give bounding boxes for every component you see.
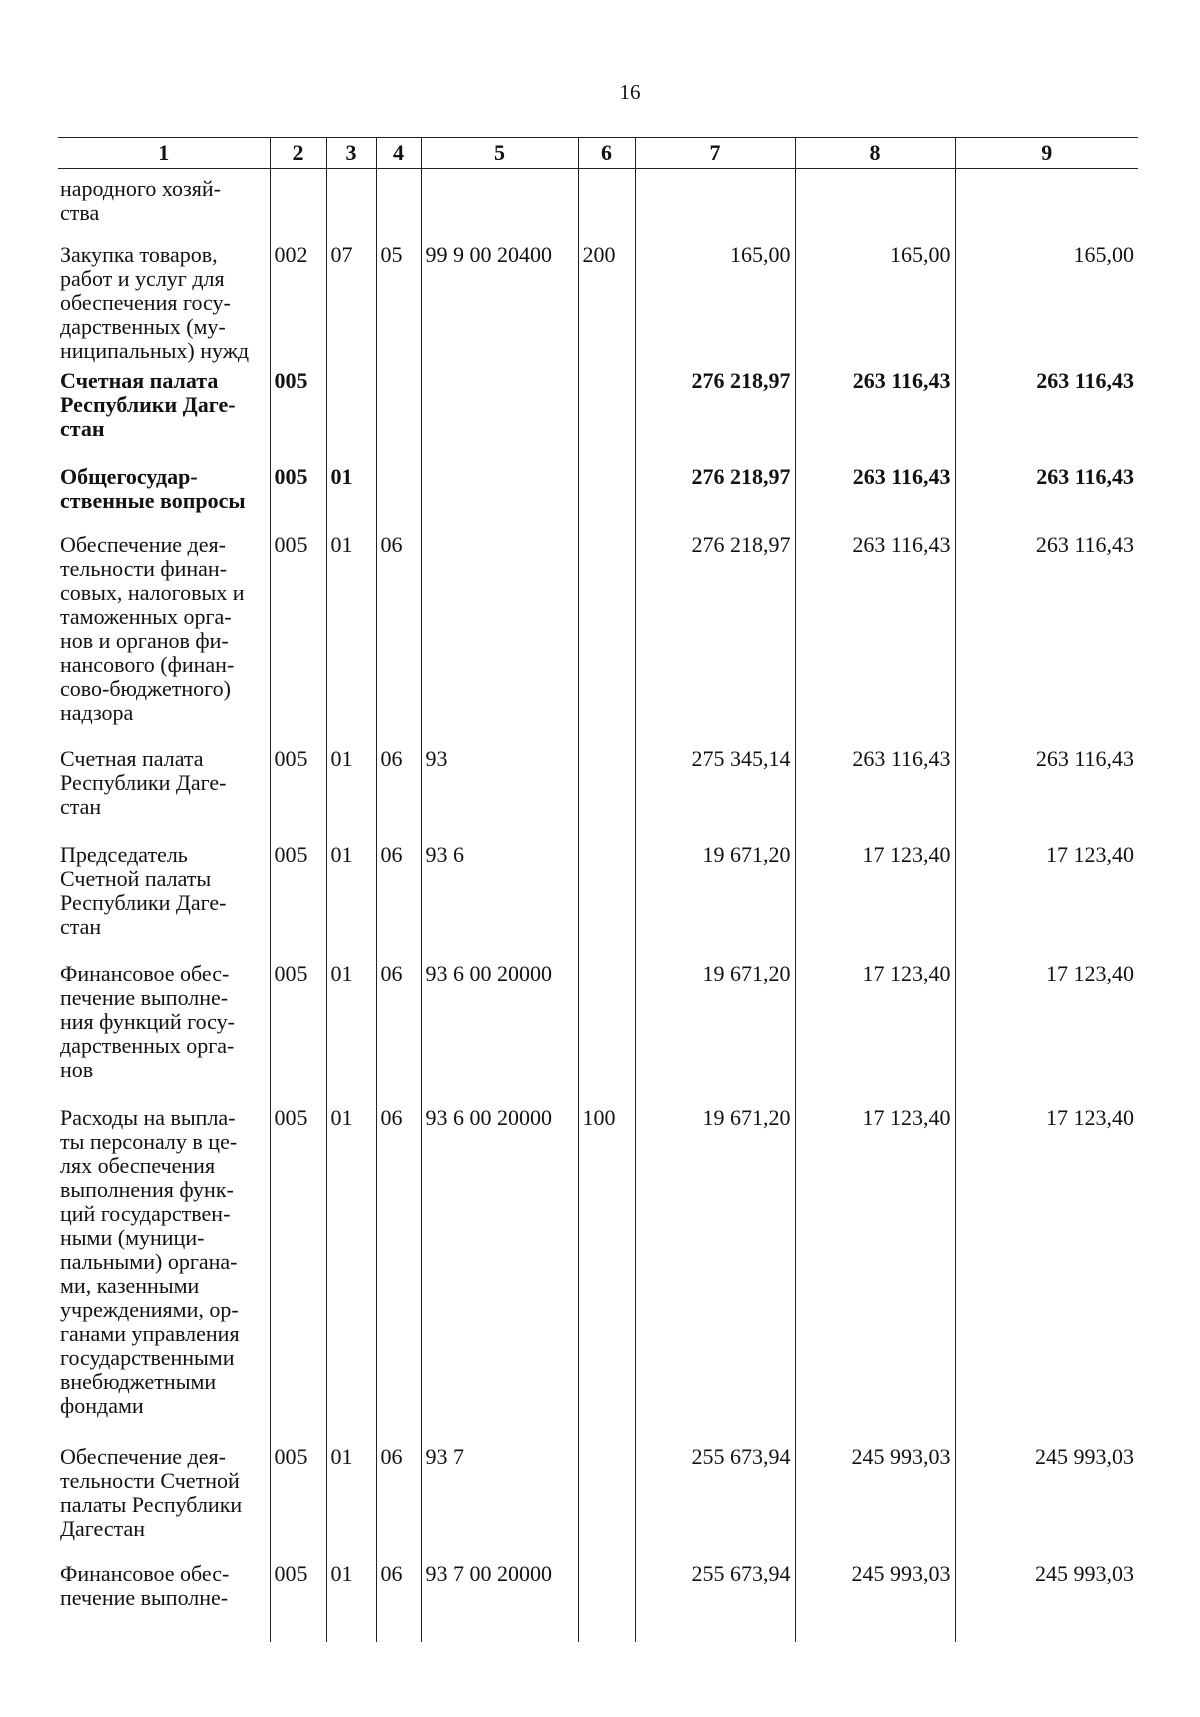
column-header-5: 5 — [421, 138, 578, 169]
cell-col-6 — [578, 958, 635, 1102]
cell-col-5: 93 6 00 20000 — [421, 1102, 578, 1441]
cell-col-2 — [270, 169, 326, 240]
cell-col-7: 19 671,20 — [635, 1102, 795, 1441]
cell-col-9: 263 116,43 — [955, 743, 1138, 839]
row-label: Обеспечение дея- тельности Счетной палаты Республики Дагестан — [60, 1444, 243, 1541]
cell-col-2: 005 — [270, 1558, 326, 1642]
cell-col-8: 165,00 — [795, 239, 955, 365]
cell-col-8: 263 116,43 — [795, 529, 955, 743]
cell-col-5 — [421, 529, 578, 743]
cell-col-3 — [326, 169, 376, 240]
cell-col-8: 263 116,43 — [795, 365, 955, 461]
column-header-6: 6 — [578, 138, 635, 169]
cell-col-3: 01 — [326, 1102, 376, 1441]
table-row — [58, 743, 1138, 839]
row-label: Председатель Счетной палаты Республики Даге- стан — [60, 842, 227, 939]
table-row — [58, 1102, 1138, 1441]
cell-col-6 — [578, 169, 635, 240]
cell-col-9: 245 993,03 — [955, 1441, 1138, 1558]
table-row — [58, 239, 1138, 365]
cell-col-7: 19 671,20 — [635, 839, 795, 958]
cell-col-7: 275 345,14 — [635, 743, 795, 839]
cell-col-4: 06 — [376, 839, 421, 958]
cell-col-4: 05 — [376, 239, 421, 365]
cell-col-8: 245 993,03 — [795, 1441, 955, 1558]
cell-col-3: 01 — [326, 743, 376, 839]
cell-col-2: 005 — [270, 839, 326, 958]
cell-col-9: 17 123,40 — [955, 1102, 1138, 1441]
row-label: Закупка товаров, работ и услуг для обеспечения госу- дарственных (му- ниципальных) нужд — [60, 242, 250, 363]
table-row — [58, 169, 1138, 240]
cell-col-5: 93 6 — [421, 839, 578, 958]
column-header-8: 8 — [795, 138, 955, 169]
cell-col-3: 01 — [326, 958, 376, 1102]
column-header-2: 2 — [270, 138, 326, 169]
cell-col-5: 93 7 — [421, 1441, 578, 1558]
cell-col-8: 17 123,40 — [795, 958, 955, 1102]
row-label: Счетная палата Республики Даге- стан — [60, 746, 227, 819]
table-body — [58, 169, 1138, 1643]
cell-col-3: 01 — [326, 529, 376, 743]
cell-col-4: 06 — [376, 1441, 421, 1558]
cell-col-8: 17 123,40 — [795, 1102, 955, 1441]
cell-col-3: 01 — [326, 1558, 376, 1642]
cell-col-6 — [578, 743, 635, 839]
column-header-3: 3 — [326, 138, 376, 169]
row-label: Финансовое обес- печение выполне- — [60, 1561, 230, 1610]
cell-col-9: 245 993,03 — [955, 1558, 1138, 1642]
column-header-4: 4 — [376, 138, 421, 169]
cell-col-8: 245 993,03 — [795, 1558, 955, 1642]
cell-col-7: 19 671,20 — [635, 958, 795, 1102]
table-row — [58, 365, 1138, 461]
cell-col-7: 276 218,97 — [635, 365, 795, 461]
cell-col-5: 93 7 00 20000 — [421, 1558, 578, 1642]
cell-col-9: 263 116,43 — [955, 365, 1138, 461]
column-header-7: 7 — [635, 138, 795, 169]
cell-col-6 — [578, 365, 635, 461]
cell-col-2: 005 — [270, 1441, 326, 1558]
cell-col-7: 276 218,97 — [635, 461, 795, 529]
cell-col-5: 93 6 00 20000 — [421, 958, 578, 1102]
cell-col-6: 200 — [578, 239, 635, 365]
cell-col-2: 005 — [270, 1102, 326, 1441]
table-row — [58, 1558, 1138, 1642]
table-row — [58, 958, 1138, 1102]
header-row — [58, 138, 1138, 169]
cell-col-8: 263 116,43 — [795, 461, 955, 529]
cell-col-3: 07 — [326, 239, 376, 365]
cell-col-8: 263 116,43 — [795, 743, 955, 839]
cell-col-9: 263 116,43 — [955, 529, 1138, 743]
table-row — [58, 1441, 1138, 1558]
cell-col-5: 93 — [421, 743, 578, 839]
row-label: Расходы на выпла- ты персоналу в це- лях обеспечения выполнения функ- ций государствен- ными (муници- пальными) органа- ми, казенными учреждениями, ор- ганами управления государственными внебюджетными фондами — [60, 1105, 240, 1418]
column-header-1: 1 — [58, 138, 270, 169]
page-number: 16 — [619, 80, 641, 104]
row-label: Обеспечение дея- тельности финан- совых, налоговых и таможенных орга- нов и органов фи- нансового (финан- сово-бюджетного) надзора — [60, 532, 245, 725]
cell-col-3: 01 — [326, 461, 376, 529]
table-row — [58, 839, 1138, 958]
cell-col-4 — [376, 169, 421, 240]
cell-col-2: 005 — [270, 365, 326, 461]
row-label: Счетная палата Республики Даге- стан — [60, 368, 236, 441]
cell-col-5 — [421, 169, 578, 240]
cell-col-7: 255 673,94 — [635, 1558, 795, 1642]
row-label: Общегосудар- ственные вопросы — [60, 464, 246, 513]
row-label: народного хозяй- ства — [60, 176, 221, 225]
cell-col-6 — [578, 529, 635, 743]
cell-col-2: 005 — [270, 958, 326, 1102]
cell-col-6 — [578, 1558, 635, 1642]
cell-col-7: 165,00 — [635, 239, 795, 365]
budget-table — [58, 137, 1138, 1642]
cell-col-3: 01 — [326, 839, 376, 958]
cell-col-2: 005 — [270, 529, 326, 743]
row-label: Финансовое обес- печение выполне- ния функций госу- дарственных орга- нов — [60, 961, 235, 1082]
cell-col-7: 276 218,97 — [635, 529, 795, 743]
cell-col-4: 06 — [376, 1558, 421, 1642]
cell-col-7 — [635, 169, 795, 240]
cell-col-4: 06 — [376, 1102, 421, 1441]
cell-col-8: 17 123,40 — [795, 839, 955, 958]
cell-col-6 — [578, 1441, 635, 1558]
cell-col-9: 263 116,43 — [955, 461, 1138, 529]
cell-col-2: 005 — [270, 743, 326, 839]
cell-col-9: 17 123,40 — [955, 958, 1138, 1102]
table-row — [58, 461, 1138, 529]
cell-col-9: 17 123,40 — [955, 839, 1138, 958]
cell-col-4: 06 — [376, 743, 421, 839]
cell-col-8 — [795, 169, 955, 240]
column-header-9: 9 — [955, 138, 1138, 169]
cell-col-4: 06 — [376, 958, 421, 1102]
cell-col-2: 002 — [270, 239, 326, 365]
table-row — [58, 529, 1138, 743]
cell-col-4: 06 — [376, 529, 421, 743]
cell-col-6: 100 — [578, 1102, 635, 1441]
cell-col-3: 01 — [326, 1441, 376, 1558]
cell-col-5 — [421, 461, 578, 529]
cell-col-7: 255 673,94 — [635, 1441, 795, 1558]
cell-col-5 — [421, 365, 578, 461]
cell-col-6 — [578, 461, 635, 529]
cell-col-2: 005 — [270, 461, 326, 529]
cell-col-9: 165,00 — [955, 239, 1138, 365]
cell-col-4 — [376, 365, 421, 461]
cell-col-5: 99 9 00 20400 — [421, 239, 578, 365]
cell-col-9 — [955, 169, 1138, 240]
cell-col-3 — [326, 365, 376, 461]
cell-col-6 — [578, 839, 635, 958]
cell-col-4 — [376, 461, 421, 529]
